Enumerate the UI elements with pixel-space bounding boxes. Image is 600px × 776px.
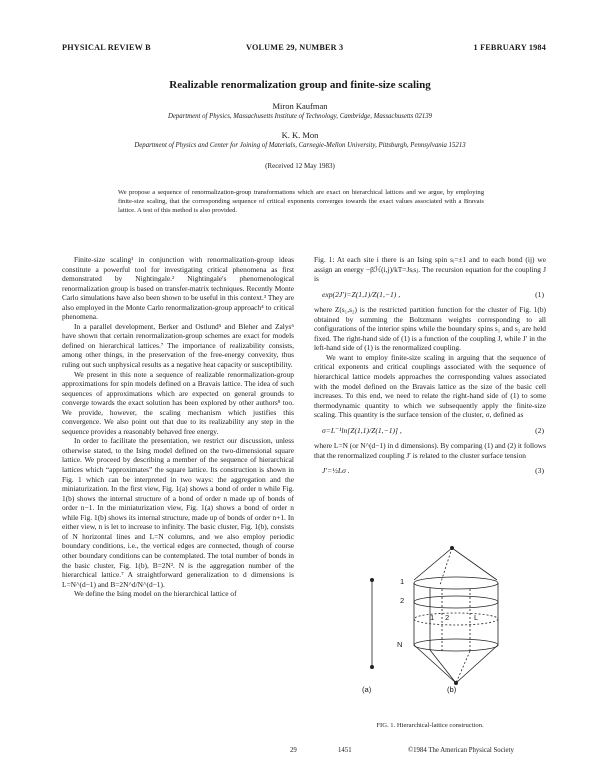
figure-panel-label-a: (a) [362,685,372,694]
figure-label-row-2: 2 [400,596,405,605]
node [450,546,453,549]
body-paragraph: We want to employ finite-size scaling in arguing that the sequence of critical exponents and critical couplings associated with the sequence of hierarchical lattice models approaches the corresponding values associated with the model defined on the Bravais lattice as the size of the basic cell increases. To this end, we need to relate the right-hand side of (1) to some thermodynamic quantity to which we subsequently apply the finite-size scaling. This quantity is the surface tension of the cluster, σ, defined as [314,352,546,420]
equation-body: σ=L⁻¹ln[Z(1,1)/Z(1,−1)] , [322,425,402,435]
figure-label-row-n: N [397,640,403,649]
equation-number: (3) [535,466,544,476]
figure-1 [352,545,522,715]
body-paragraph: where Z(s₁,s₂) is the restricted partition function for the cluster of Fig. 1(b) obtained by summing the Boltzmann weights corresponding to all configurations of the interior spins while the boundary spins s₁ and s₂ are held fixed. The right-hand side of (1) is a function of the coupling J, while J′ in the left-hand side of (1) is the renormalized coupling. [314,305,546,353]
equation-3 [314,466,546,476]
figure-label-col-2: 2 [445,613,450,622]
author-affiliation: Department of Physics, Massachusetts Institute of Technology, Cambridge, Massachusetts 02139 [167,113,433,120]
right-column [314,255,546,482]
equation-body: J′=½Lσ . [322,466,350,476]
figure-label-col-l: L [474,613,479,622]
equation-1 [314,290,546,300]
paper-title: Realizable renormalization group and finite-size scaling [169,79,431,91]
figure-label-row-1: 1 [400,577,405,586]
equation-body: exp(2J′)=Z(1,1)/Z(1,−1) , [322,289,401,299]
issue-date: 1 FEBRUARY 1984 [473,43,546,52]
body-paragraph: In order to facilitate the presentation, we restrict our discussion, unless otherwise stated, to the Ising model defined on the two-dimensional square lattice. We proceed by describing a member of the sequence of hierarchical lattices which “approximates” the square lattice. Its construction is shown in Fig. 1 which can be interpreted in two ways: the aggregation and the miniaturization. In the first view, Fig. 1(a) shows a bond of order n while Fig. 1(b) shows the internal structure of a bond of order n made up of bonds of order n−1. In the miniaturization view, Fig. 1(a) shows a bond of order n while Fig. 1(b) shows its internal structure, made up of bonds of order n+1. In either view, n is let to increase to infinity. The basic cluster, Fig. 1(b), consists of N horizontal lines and L=N columns, and we also employ periodic boundary conditions, i.e., the vertical edges are connected, though of course other boundary conditions can be contemplated. The total number of bonds in the basic cluster, Fig. 1(b), B=2N². N is the aggregation number of the hierarchical lattice.⁷ A straightforward generalization to d dimensions is L=N^(d−1) and B=2N^d/N^(d−1). [62,436,294,589]
equation-2 [314,426,546,436]
author-name: Miron Kaufman [272,101,328,111]
figure-panel-label-b: (b) [447,685,457,694]
node [370,578,373,581]
figure-caption: FIG. 1. Hierarchical-lattice construction. [376,722,484,729]
author-name: K. K. Mon [281,130,319,140]
footer-volume: 29 [290,747,297,754]
footer-page-number: 1451 [338,747,352,754]
equation-number: (2) [535,425,544,435]
body-paragraph: In a parallel development, Berker and Ostlund⁵ and Bleher and Zalys⁶ have shown that certain renormalization-group schemes are exact for models defined on hierarchical lattices.⁷ The importance of realizability consists, among other things, in the preservation of the free-energy convexity, thus ruling out such unphysical results as a negative heat capacity or susceptibility. [62,321,294,370]
hierarchical-lattice-diagram [352,545,522,715]
volume-number: VOLUME 29, NUMBER 3 [246,43,344,52]
figure-label-col-1: 1 [430,613,435,622]
author-affiliation: Department of Physics and Center for Joining of Materials, Carnegie-Mellon University, Pittsburgh, Pennsylvania 15213 [134,142,466,149]
received-date: (Received 12 May 1983) [265,162,335,170]
node [370,665,373,668]
footer-copyright: ©1984 The American Physical Society [408,747,514,754]
left-column [62,255,294,599]
body-paragraph: Finite-size scaling¹ in conjunction with renormalization-group ideas constitute a powerful tool for investigating critical phenomena as first demonstrated by Nightingale.² Nightingale's phenomenological renormalization group is based on transfer-matrix techniques. Recently Monte Carlo simulations have also been shown to be useful in this context.³ They are also employed in the Monte Carlo renormalization-group approach⁴ to critical phenomena. [62,255,294,322]
body-paragraph: We present in this note a sequence of realizable renormalization-group approximations for spin models defined on a Bravais lattice. The idea of such sequences of approximations which are expected on general grounds to converge towards the exact solution has been explored by other authors⁸ too. We provide, however, the scaling mechanism which justifies this convergence. We also point out that due to its realizability any step in the sequence provides a reasonably behaved free energy. [62,369,294,436]
journal-name: PHYSICAL REVIEW B [62,43,151,52]
equation-number: (1) [535,289,544,299]
body-paragraph: where L=N (or N^(d−1) in d dimensions). By comparing (1) and (2) it follows that the renormalized coupling J′ is related to the cluster surface tension [314,441,546,460]
body-paragraph: Fig. 1: At each site i there is an Ising spin sᵢ=±1 and to each bond (ij) we assign an energy −βℋ(i,j)/kT=Jsᵢsⱼ. The recursion equation for the coupling J is [314,255,546,284]
body-paragraph: We define the Ising model on the hierarchical lattice of [74,589,237,599]
abstract: We propose a sequence of renormalization-group transformations which are exact on hierarchical lattices and we argue, by employing finite-size scaling, that the corresponding sequence of critical exponents converges towards the exact values associated with a Bravais lattice. A test of this method is also provided. [118,189,484,215]
